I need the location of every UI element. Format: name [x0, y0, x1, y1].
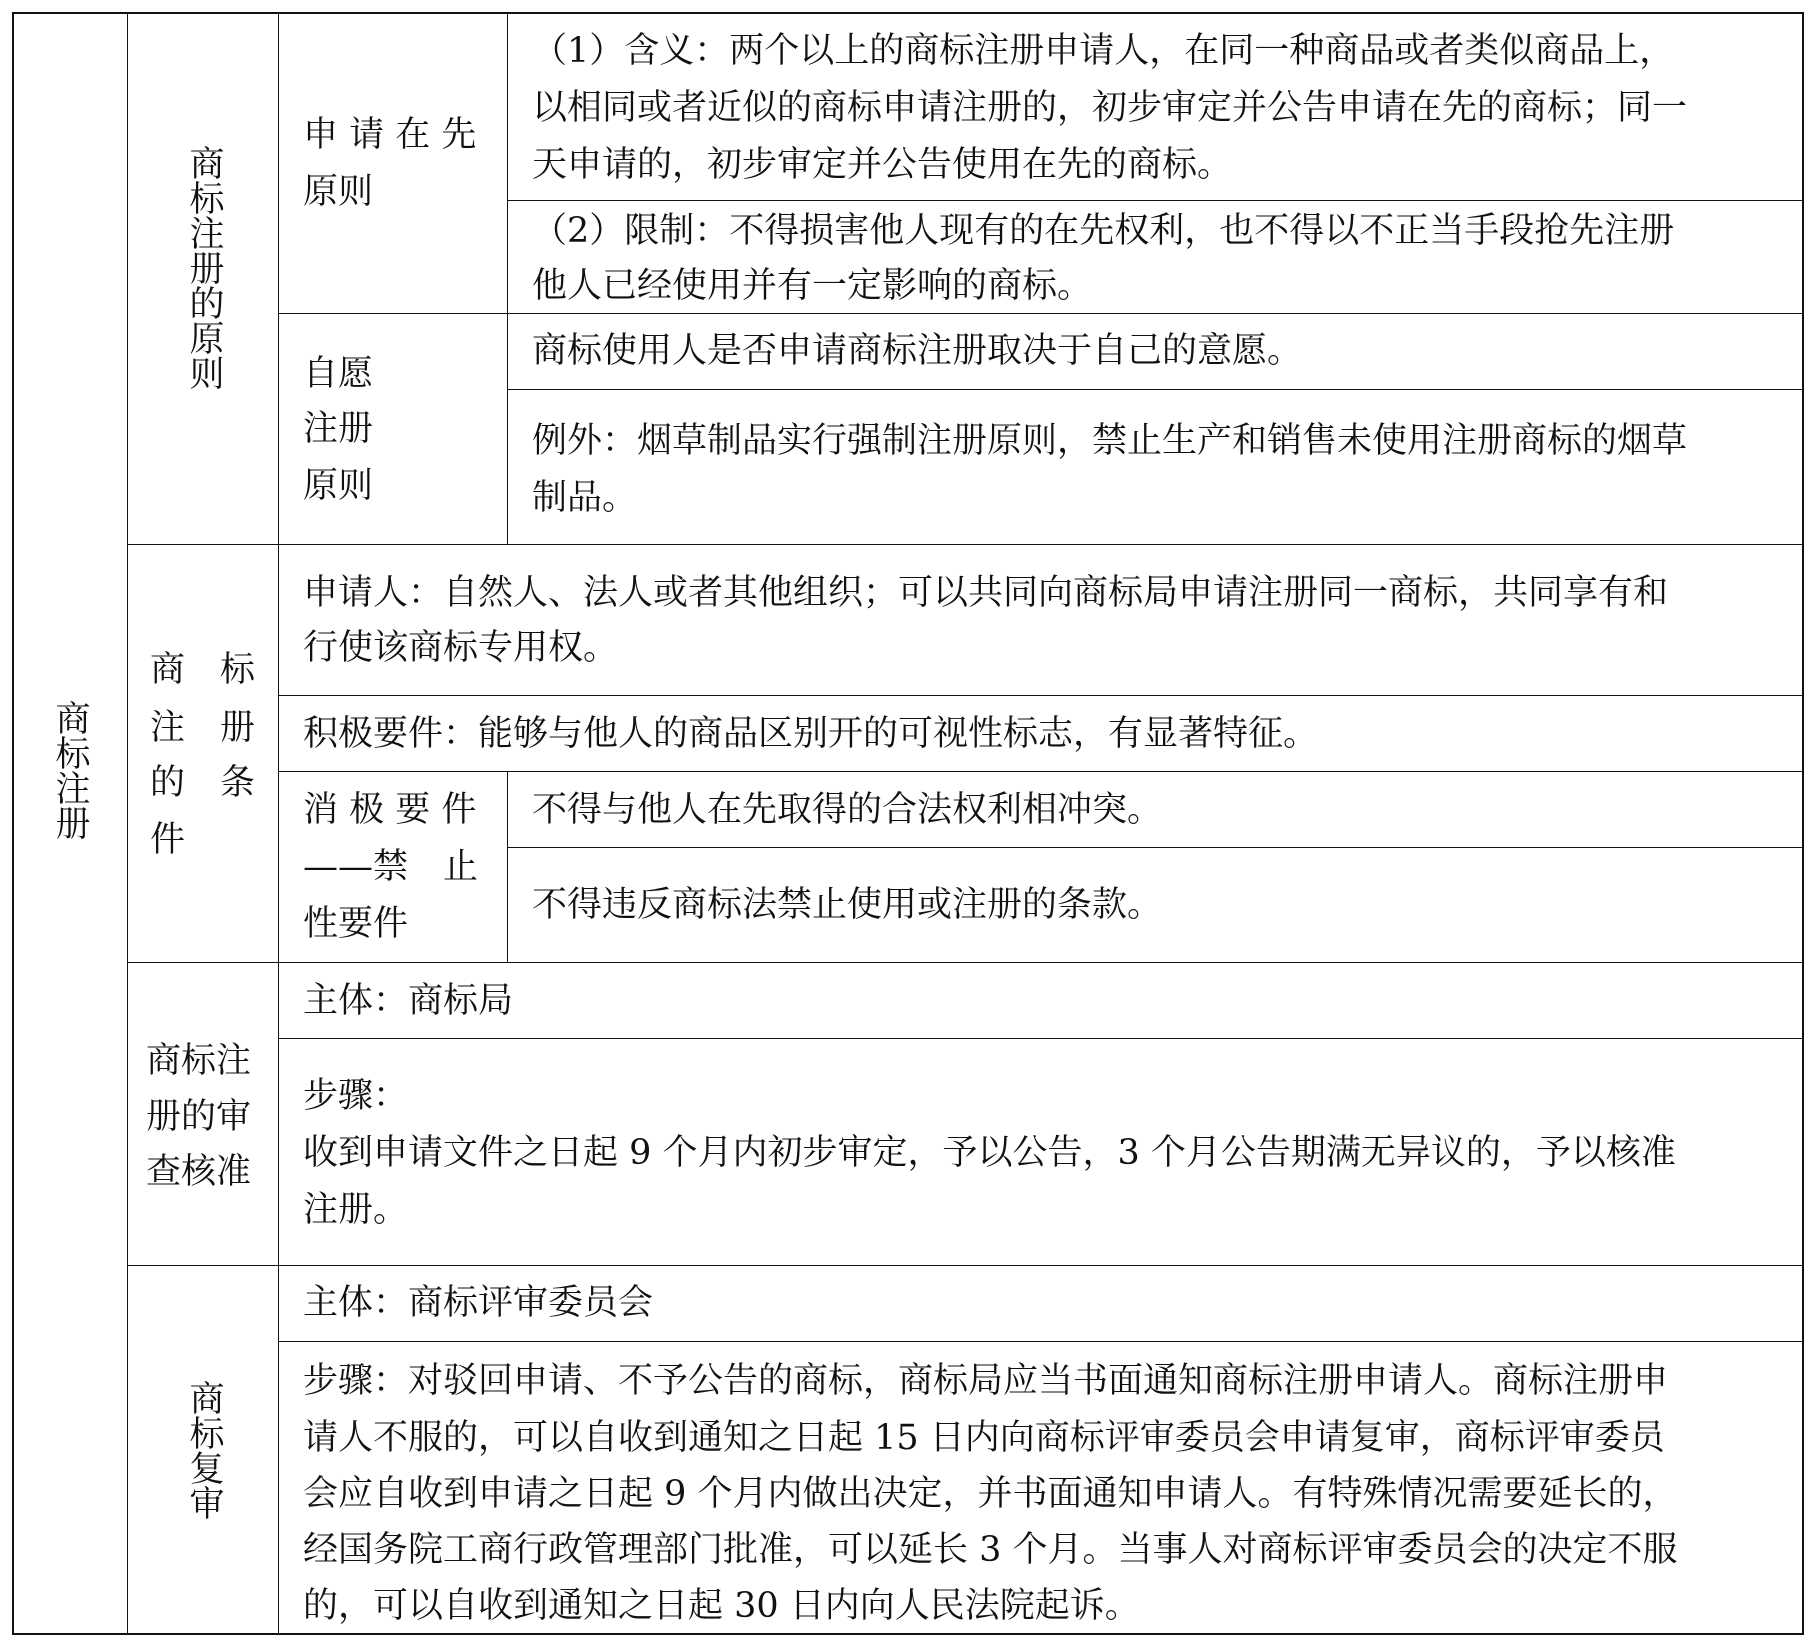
exception-line-2: 制品。: [532, 478, 638, 518]
voluntary-label-line-2: 注册: [303, 409, 374, 449]
negative-label-line-3: 性要件: [303, 904, 409, 944]
conditions-label-line-3: 的 条: [150, 763, 256, 803]
examination-label-line-3: 查核准: [146, 1152, 252, 1192]
examination-label-line-1: 商标注: [146, 1041, 252, 1081]
voluntary-label-line-3: 原则: [303, 466, 374, 506]
meaning-line-1: （1）含义：两个以上的商标注册申请人，在同一种商品或者类似商品上，: [532, 31, 1675, 71]
conditions-label-line-4: 件: [150, 820, 186, 860]
first-to-file-label-line2: 原则: [303, 172, 374, 212]
voluntary-desc: 商标使用人是否申请商标注册取决于自己的意愿。: [532, 331, 1303, 371]
principles-label: 商标注册的原则: [184, 145, 224, 390]
meaning-line-3: 天申请的，初步审定并公告使用在先的商标。: [532, 145, 1233, 185]
review-label: 商标复审: [184, 1380, 224, 1520]
negative-label-line-1: 消 极 要 件: [303, 790, 477, 830]
review-steps-line-5: 的，可以自收到通知之日起 30 日内向人民法院起诉。: [303, 1586, 1140, 1626]
negative-item-1: 不得与他人在先取得的合法权利相冲突。: [532, 790, 1163, 830]
negative-item-2: 不得违反商标法禁止使用或注册的条款。: [532, 885, 1163, 925]
meaning-line-2: 以相同或者近似的商标申请注册的，初步审定并公告申请在先的商标；同一: [532, 88, 1688, 128]
limit-line-2: 他人已经使用并有一定影响的商标。: [532, 266, 1093, 306]
first-to-file-label-line1: 申 请 在 先: [303, 115, 477, 155]
review-steps-line-2: 请人不服的，可以自收到通知之日起 15 日内向商标评审委员会申请复审，商标评审委员: [303, 1418, 1665, 1458]
conditions-label-line-2: 注 册: [150, 708, 256, 748]
voluntary-label-line-1: 自愿: [303, 354, 374, 394]
section-label: 商标注册: [50, 700, 90, 840]
conditions-label-line-1: 商 标: [150, 650, 256, 690]
review-steps-line-4: 经国务院工商行政管理部门批准，可以延长 3 个月。当事人对商标评审委员会的决定不服: [303, 1530, 1678, 1570]
positive-text: 积极要件：能够与他人的商品区别开的可视性标志，有显著特征。: [303, 714, 1319, 754]
applicant-line-2: 行使该商标专用权。: [303, 628, 619, 668]
examination-steps-line-2: 收到申请文件之日起 9 个月内初步审定，予以公告，3 个月公告期满无异议的，予以核准: [303, 1133, 1676, 1173]
examination-subject: 主体：商标局: [303, 981, 514, 1021]
examination-steps-line-3: 注册。: [303, 1190, 409, 1230]
applicant-line-1: 申请人：自然人、法人或者其他组织；可以共同向商标局申请注册同一商标，共同享有和: [303, 573, 1669, 613]
review-subject: 主体：商标评审委员会: [303, 1283, 654, 1323]
examination-label-line-2: 册的审: [146, 1097, 252, 1137]
exception-line-1: 例外：烟草制品实行强制注册原则，禁止生产和销售未使用注册商标的烟草: [532, 421, 1688, 461]
negative-label-line-2: ——禁 止: [303, 847, 479, 887]
limit-line-1: （2）限制：不得损害他人现有的在先权利，也不得以不正当手段抢先注册: [532, 211, 1675, 251]
examination-steps-line-1: 步骤：: [303, 1076, 409, 1116]
review-steps-line-3: 会应自收到申请之日起 9 个月内做出决定，并书面通知申请人。有特殊情况需要延长的，: [303, 1474, 1678, 1514]
review-steps-line-1: 步骤：对驳回申请、不予公告的商标，商标局应当书面通知商标注册申请人。商标注册申: [303, 1361, 1669, 1401]
